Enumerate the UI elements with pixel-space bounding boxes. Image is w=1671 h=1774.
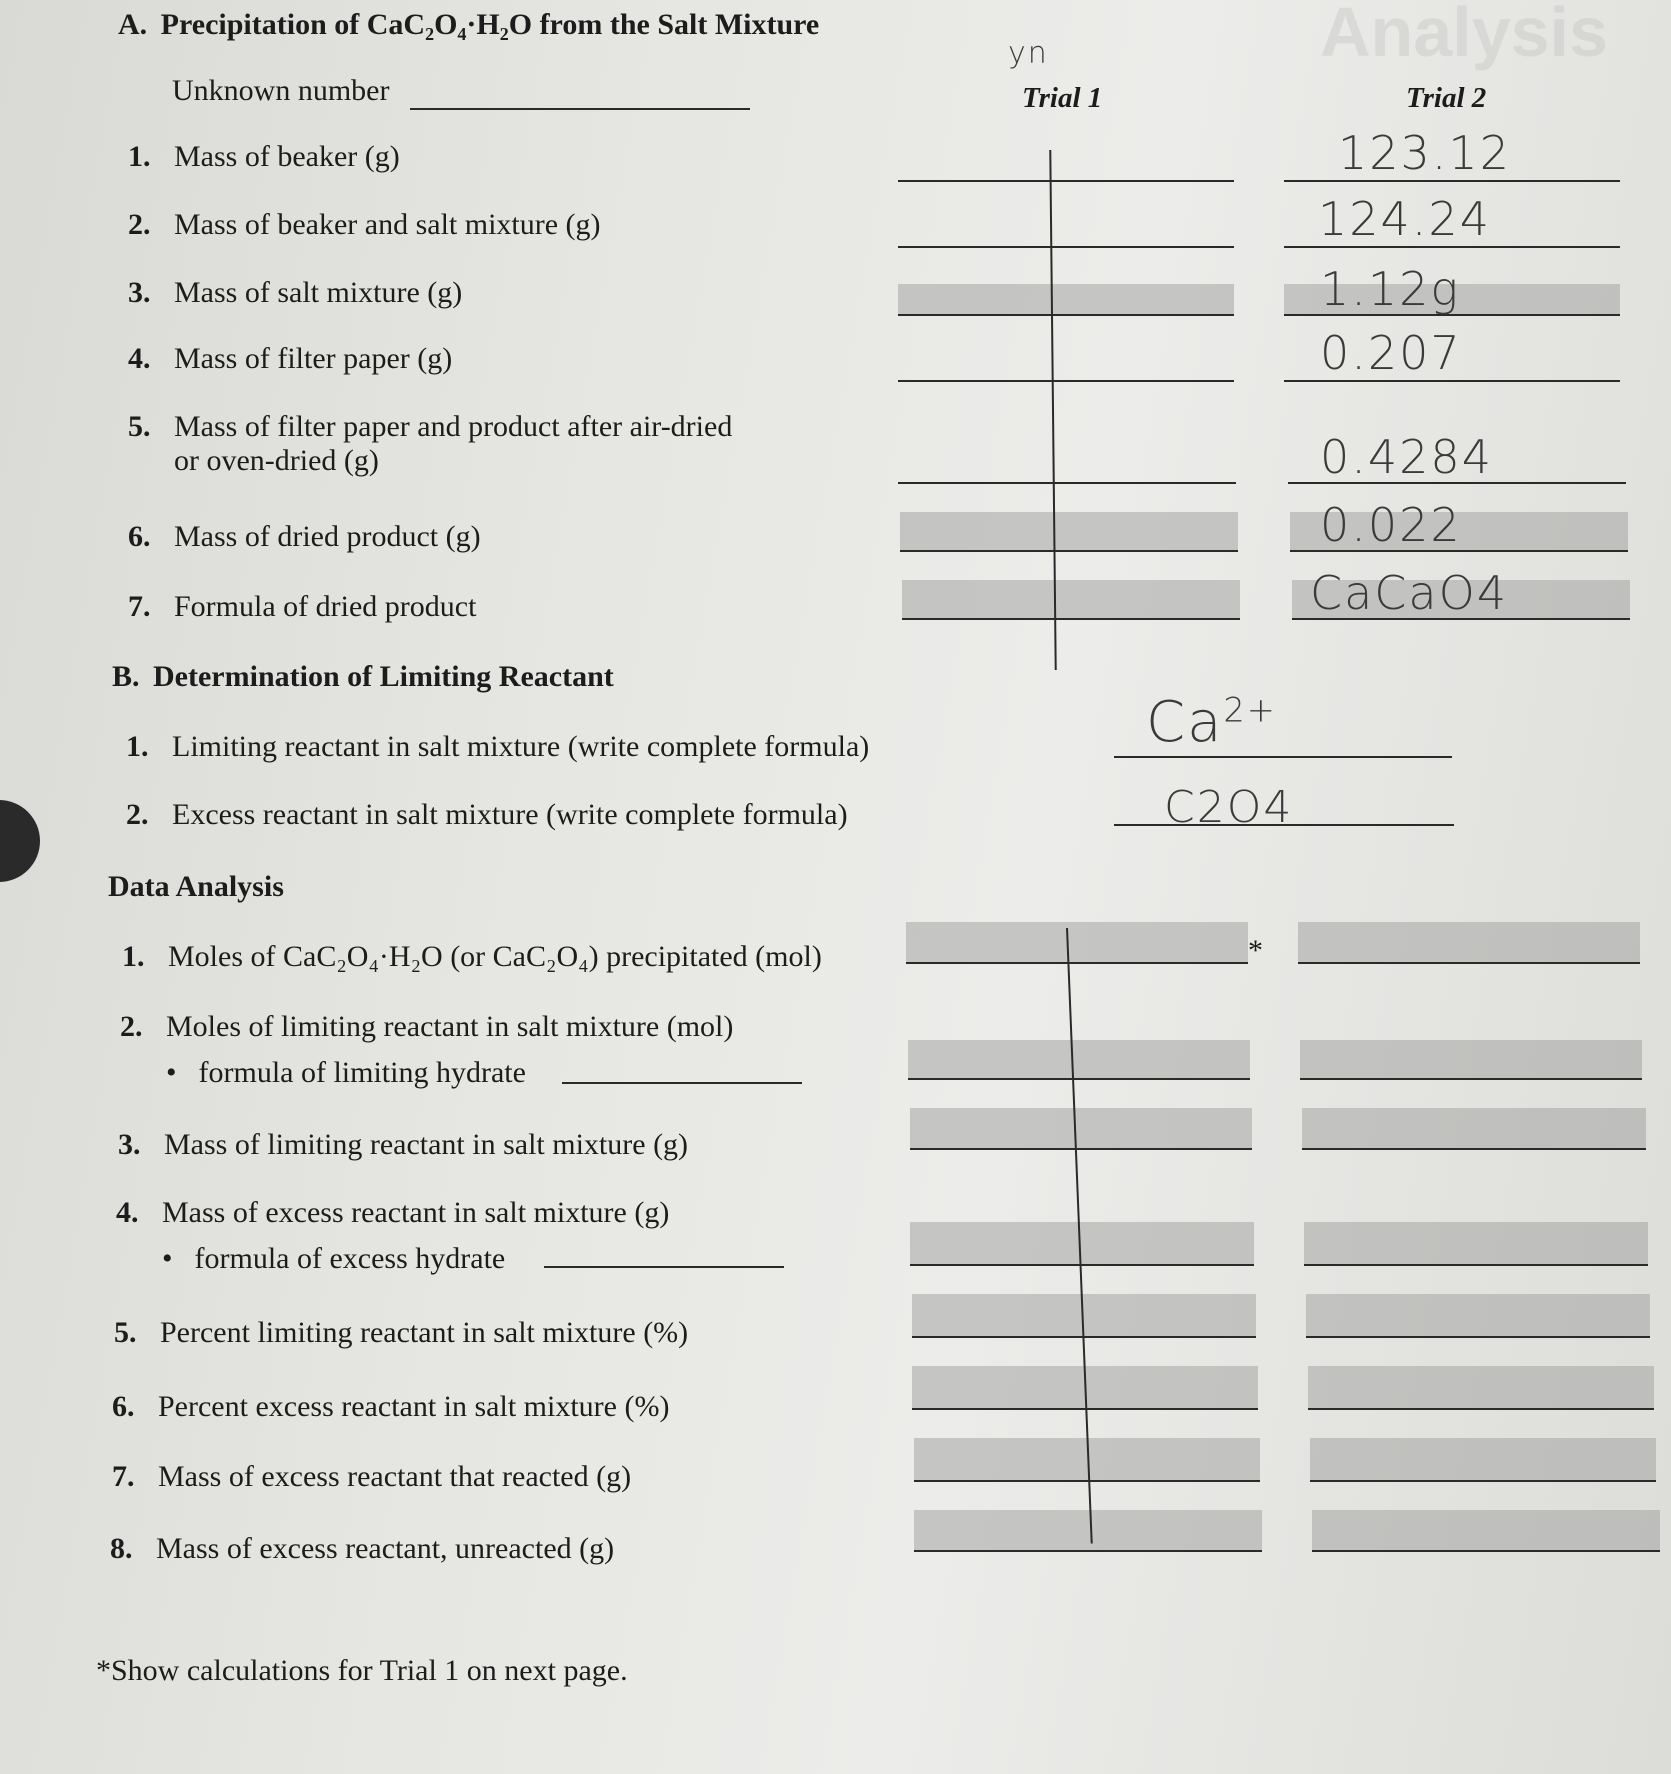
da-item-1: 1. Moles of CaC₂O₄·H₂O (or CaC₂O₄) precipitated (mol) [122, 940, 822, 973]
a2-trial1-field[interactable] [898, 246, 1234, 248]
margin-note: yn [1008, 36, 1049, 71]
da-item-4: 4. Mass of excess reactant in salt mixture (g) [116, 1196, 670, 1229]
da-item-7: 7. Mass of excess reactant that reacted (g) [112, 1460, 632, 1493]
da6-trial2-shade [1308, 1366, 1654, 1408]
a3-trial2-value: 1.12g [1320, 262, 1461, 316]
a4-trial2-field[interactable] [1284, 380, 1620, 382]
footnote: *Show calculations for Trial 1 on next page. [96, 1654, 628, 1687]
trial2-header: Trial 2 [1406, 82, 1487, 114]
da2-trial1-shade [908, 1040, 1250, 1078]
a-item-6: 6. Mass of dried product (g) [128, 520, 481, 553]
da-item-3: 3. Mass of limiting reactant in salt mixture (g) [118, 1128, 689, 1161]
b1-answer: $Ca^{2+}$ [1146, 690, 1277, 755]
da-item-6: 6. Percent excess reactant in salt mixture (%) [112, 1390, 670, 1423]
a4-trial2-value: 0.207 [1320, 326, 1462, 380]
a5-trial2-value: 0.4284 [1320, 430, 1493, 484]
b1-answer-field[interactable] [1114, 756, 1452, 758]
da2-trial1-field[interactable] [908, 1078, 1250, 1080]
da2-trial2-field[interactable] [1300, 1078, 1642, 1080]
da2-bullet: • formula of limiting hydrate [166, 1056, 526, 1089]
a-item-4: 4. Mass of filter paper (g) [128, 342, 453, 375]
a4-trial1-field[interactable] [898, 380, 1234, 382]
a1-trial2-field[interactable] [1284, 180, 1620, 182]
da1-asterisk: * [1248, 934, 1263, 967]
a7-trial1-shade [902, 580, 1240, 618]
b-item-2: 2. Excess reactant in salt mixture (write complete formula) [126, 798, 848, 831]
a7-trial2-value: CaCaO4 [1310, 566, 1509, 620]
a5-trial1-field[interactable] [898, 482, 1236, 484]
da7-trial1-field[interactable] [914, 1480, 1260, 1482]
a6-trial1-field[interactable] [900, 550, 1238, 552]
da1-trial2-shade [1298, 922, 1640, 962]
a7-trial1-field[interactable] [902, 618, 1240, 620]
trial1-header: Trial 1 [1022, 82, 1103, 114]
binder-hole [0, 800, 40, 882]
limiting-hydrate-field[interactable] [562, 1082, 802, 1084]
bleed-through-heading: Analysis [1320, 0, 1608, 71]
excess-hydrate-field[interactable] [544, 1266, 784, 1268]
da-item-5: 5. Percent limiting reactant in salt mixture (%) [114, 1316, 689, 1349]
da6-trial2-field[interactable] [1308, 1408, 1654, 1410]
da1-trial2-field[interactable] [1298, 962, 1640, 964]
a-item-2: 2. Mass of beaker and salt mixture (g) [128, 208, 601, 241]
section-b-heading: B. Determination of Limiting Reactant [112, 660, 614, 693]
da8-trial2-field[interactable] [1312, 1550, 1660, 1552]
a2-trial2-value: 124.24 [1318, 192, 1491, 246]
da1-trial1-shade [906, 922, 1248, 962]
da3-trial2-field[interactable] [1302, 1148, 1646, 1150]
a2-trial2-field[interactable] [1284, 246, 1620, 248]
unknown-number-field[interactable] [410, 108, 750, 110]
unknown-number-label: Unknown number [172, 74, 390, 107]
a3-trial1-field[interactable] [898, 314, 1234, 316]
da4-trial2-field[interactable] [1304, 1264, 1648, 1266]
a1-trial2-value: 123.12 [1338, 126, 1511, 180]
b2-answer: C2O4 [1164, 782, 1294, 833]
da3-trial2-shade [1302, 1108, 1646, 1148]
da5-trial2-field[interactable] [1306, 1336, 1650, 1338]
b-item-1: 1. Limiting reactant in salt mixture (write complete formula) [126, 730, 870, 763]
a6-trial2-value: 0.022 [1320, 498, 1462, 552]
a-item-5: 5. Mass of filter paper and product after air-dried or oven-dried (g) [128, 410, 733, 477]
da3-trial1-shade [910, 1108, 1252, 1148]
a-item-7: 7. Formula of dried product [128, 590, 477, 623]
section-a-heading: A. Precipitation of CaC₂O₄·H₂O from the Salt Mixture [118, 8, 820, 41]
da8-trial1-field[interactable] [914, 1550, 1262, 1552]
da8-trial1-shade [914, 1510, 1262, 1550]
da4-trial2-shade [1304, 1222, 1648, 1264]
da7-trial2-shade [1310, 1438, 1656, 1480]
da4-trial1-shade [910, 1222, 1254, 1264]
da3-trial1-field[interactable] [910, 1148, 1252, 1150]
da1-trial1-field[interactable] [906, 962, 1248, 964]
a3-trial1-shade [898, 284, 1234, 314]
da-item-2: 2. Moles of limiting reactant in salt mixture (mol) [120, 1010, 734, 1043]
da2-trial2-shade [1300, 1040, 1642, 1078]
da-item-8: 8. Mass of excess reactant, unreacted (g) [110, 1532, 615, 1565]
a-item-1: 1. Mass of beaker (g) [128, 140, 400, 173]
da7-trial2-field[interactable] [1310, 1480, 1656, 1482]
da4-trial1-field[interactable] [910, 1264, 1254, 1266]
data-analysis-heading: Data Analysis [108, 870, 284, 903]
a1-trial1-field[interactable] [898, 180, 1234, 182]
da5-trial2-shade [1306, 1294, 1650, 1336]
da8-trial2-shade [1312, 1510, 1660, 1550]
a-item-3: 3. Mass of salt mixture (g) [128, 276, 463, 309]
a6-trial1-shade [900, 512, 1238, 550]
da4-bullet: • formula of excess hydrate [162, 1242, 506, 1275]
